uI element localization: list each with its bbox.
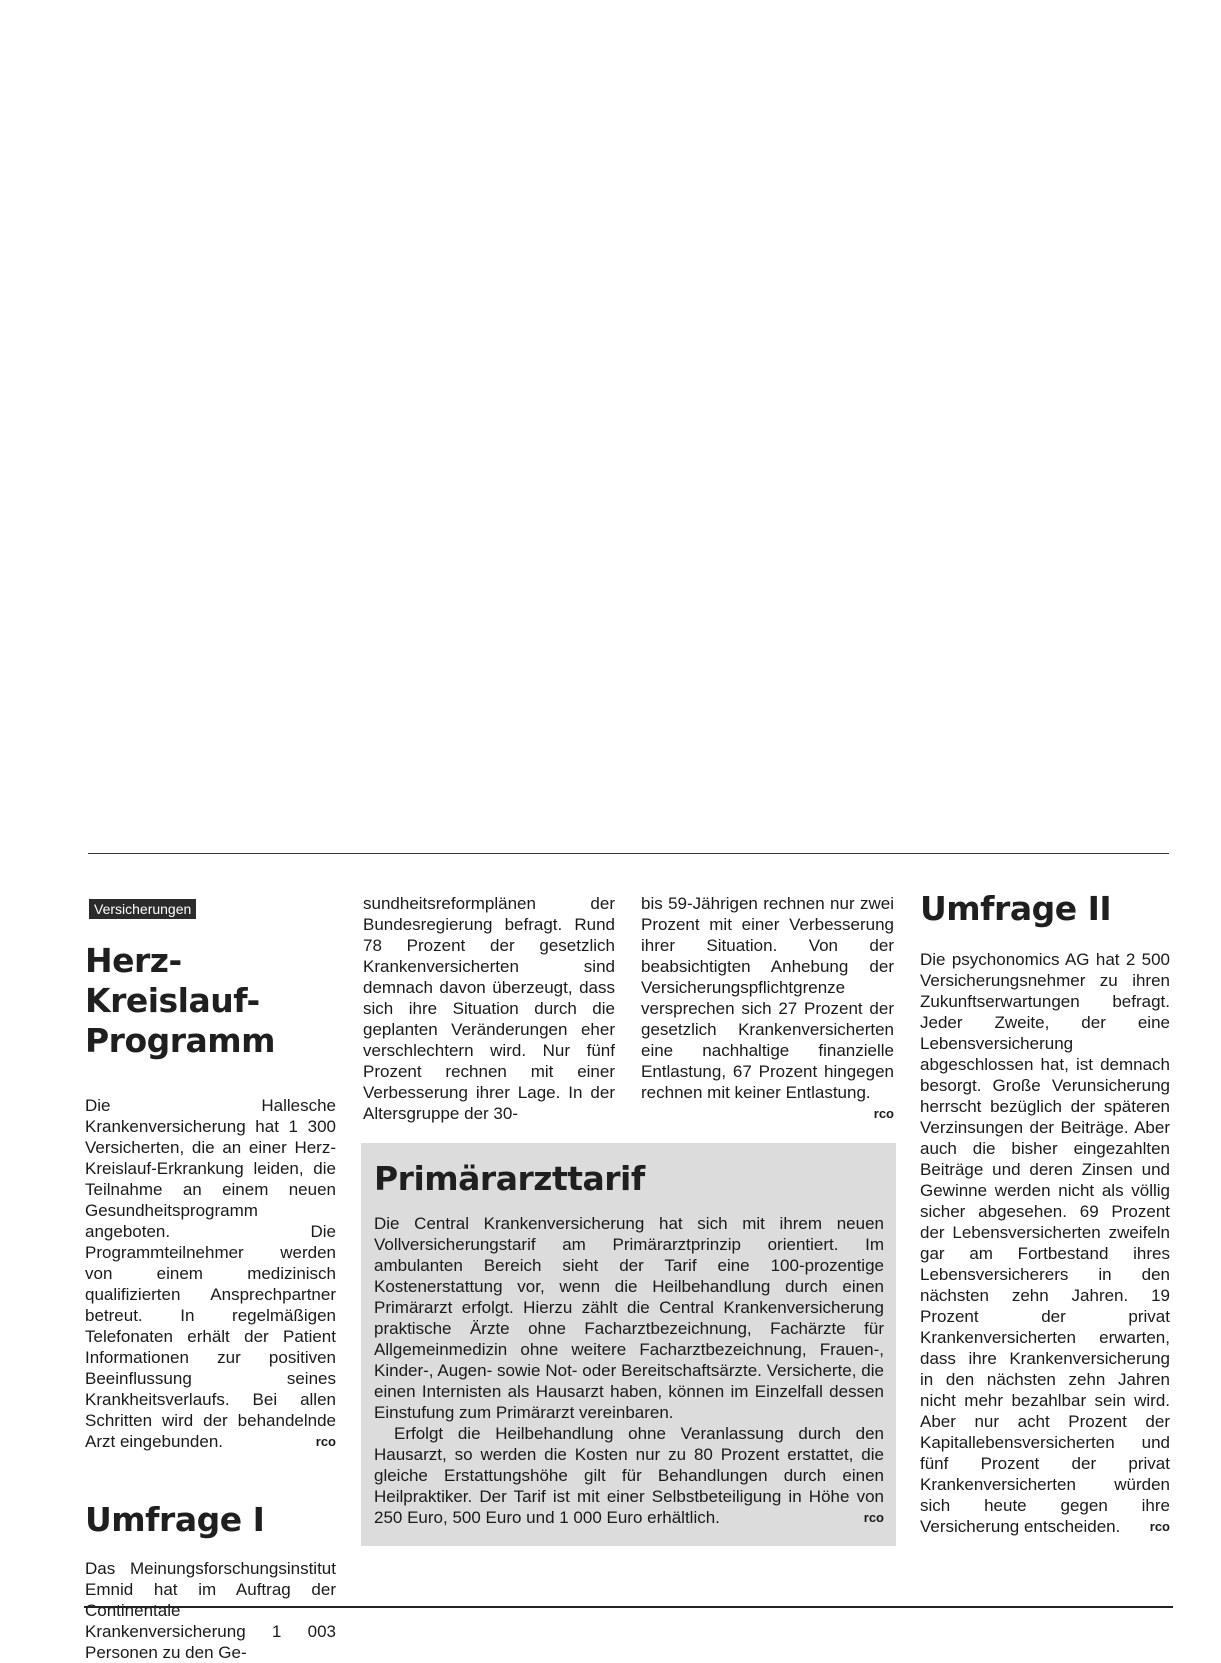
- column-3: [641, 893, 894, 1124]
- headline-umfrage-2: Umfrage II: [920, 889, 1112, 928]
- article-primar-para-2-wrap: [374, 1423, 884, 1528]
- author-signature: rco: [315, 1434, 336, 1449]
- primararzttarif-box: [361, 1143, 896, 1546]
- article-primar-para-1: Die Central Krankenversicherung hat sich mit ihrem neuen Vollversicherungstarif am Primärarztprinzip orientiert. Im ambulanten Bereich sieht der Tarif eine 100-prozentige Kostenerstattung vor, wenn die Heilbehandlung durch einen Primärarzt erfolgt. Hierzu zählt die Central Krankenversicherung praktische Ärzte ohne Facharztbezeichnung, Fachärzte für Allgemeinmedizin ohne weitere Facharztbezeichnung, Frauen-, Kinder-, Augen- sowie Not- oder Bereitschaftsärzte. Versicherte, die einen Internisten als Hausarzt haben, können im Einzelfall dessen Einstufung zum Primärarzt vereinbaren.: [374, 1214, 884, 1422]
- article-umfrage2-body: [920, 949, 1170, 1537]
- top-rule: [88, 853, 1169, 854]
- article-umfrage1-text-part3: bis 59-Jährigen rechnen nur zwei Prozent mit einer Verbesserung ihrer Situation. Von der beabsichtigten Anhebung der Versicherungspflichtgrenze versprechen sich 27 Prozent der gesetzlich Krankenversicherten eine nachhaltige finanzielle Entlastung, 67 Prozent hingegen rechnen mit keiner Entlastung.: [641, 894, 894, 1102]
- article-herz-text: Die Hallesche Krankenversicherung hat 1 300 Versicherten, die an einer Herz-Kreislauf-Erkrankung leiden, die Teilnahme an einem neuen Gesundheitsprogramm angeboten. Die Programmteilnehmer werden von einem medizinisch qualifizierten Ansprechpartner betreut. In regelmäßigen Telefonaten erhält der Patient Informationen zur positiven Beeinflussung seines Krankheitsverlaufs. Bei allen Schritten wird der behandelnde Arzt eingebunden.: [85, 1096, 336, 1451]
- author-signature: rco: [1149, 1519, 1170, 1534]
- primararzttarif-content: [374, 1159, 884, 1528]
- headline-primararzttarif: Primärarzttarif: [374, 1159, 645, 1198]
- article-primar-para-2: Erfolgt die Heilbehandlung ohne Veranlassung durch den Hausarzt, so werden die Kosten nur zu 80 Prozent erstattet, die gleiche Erstattungshöhe gilt für Behandlungen durch einen Heilpraktiker. Der Tarif ist mit einer Selbstbeteiligung in Höhe von 250 Euro, 500 Euro und 1 000 Euro erhältlich.: [374, 1424, 884, 1527]
- article-umfrage1-text-part1: Das Meinungsforschungsinstitut Emnid hat im Auftrag der Continentale Krankenversicherung 1 003 Personen zu den Ge-: [85, 1559, 336, 1662]
- column-1: [85, 898, 336, 1663]
- headline-umfrage-1: Umfrage I: [85, 1500, 265, 1539]
- section-rubric: Versicherungen: [89, 899, 196, 919]
- article-herz-body: [85, 1095, 336, 1452]
- headline-herz-kreislauf: Herz-Kreislauf-Programm: [85, 941, 276, 1060]
- column-2: [363, 893, 615, 1124]
- column-4: [920, 889, 1170, 1537]
- article-umfrage2-text: Die psychonomics AG hat 2 500 Versicherungsnehmer zu ihren Zukunftserwartungen befragt. Jeder Zweite, der eine Lebensversicherung abgeschlossen hat, ist demnach besorgt. Große Verunsicherung herrscht bezüglich der späteren Verzinsungen der Beiträge. Aber auch die bisher eingezahlten Beiträge und deren Zinsen und Gewinne werden nicht als völlig sicher abgesehen. 69 Prozent der Lebensversicherten zweifeln gar am Fortbestand ihres Lebensversicherers in den nächsten zehn Jahren. 19 Prozent der privat Krankenversicherten erwarten, dass ihre Krankenversicherung in den nächsten zehn Jahren nicht mehr bezahlbar sein wird. Aber nur acht Prozent der Kapitallebensversicherten und fünf Prozent der privat Krankenversicherten würden sich heute gegen ihre Versicherung entscheiden.: [920, 950, 1170, 1536]
- article-umfrage1-body-part3: [641, 893, 894, 1124]
- author-signature: rco: [873, 1106, 894, 1121]
- article-umfrage1-text-part2: sundheitsreformplänen der Bundesregierung befragt. Rund 78 Prozent der gesetzlich Krankenversicherten sind demnach davon überzeugt, dass sich ihre Situation durch die geplanten Veränderungen eher verschlechtern wird. Nur fünf Prozent rechnen mit einer Verbesserung ihrer Lage. In der Altersgruppe der 30-: [363, 894, 615, 1123]
- bottom-rule: [84, 1606, 1173, 1608]
- author-signature: rco: [863, 1510, 884, 1525]
